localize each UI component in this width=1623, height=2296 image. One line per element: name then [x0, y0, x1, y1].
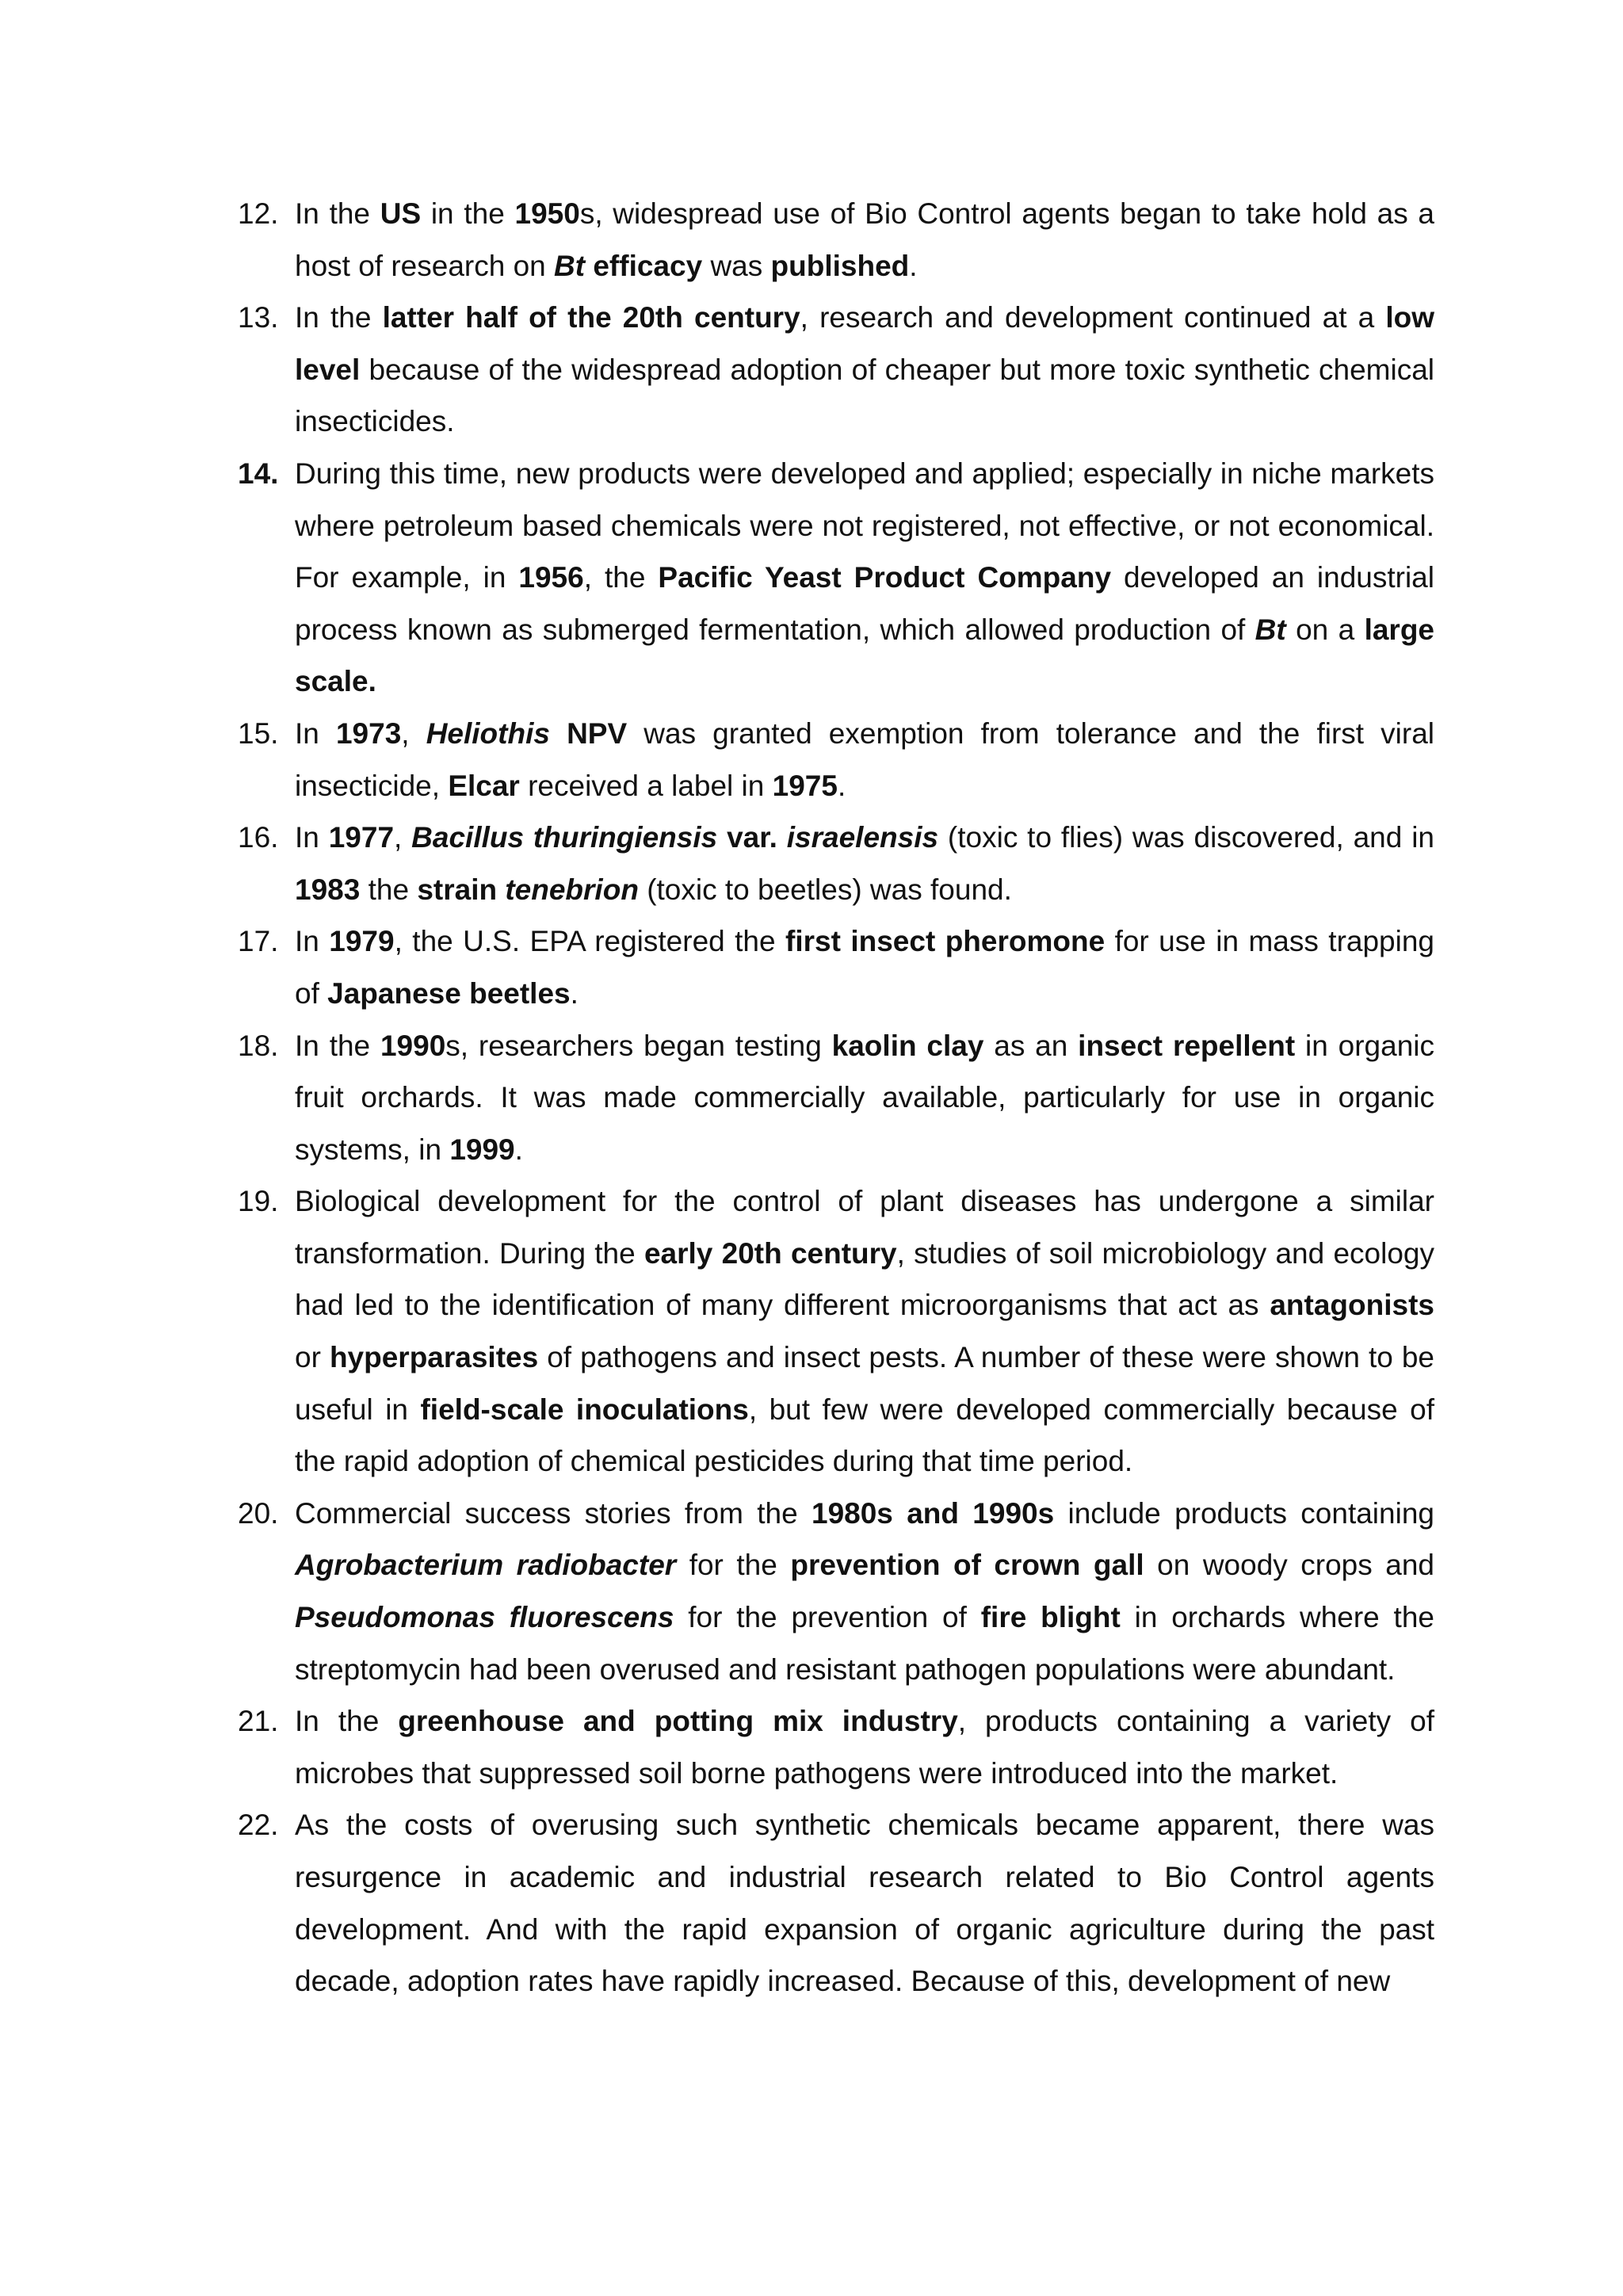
list-item — [238, 1488, 1434, 1695]
body-text: , products containing a variety of microbes that suppressed soil borne pathogens were introduced into the market. — [295, 1705, 1435, 1790]
body-text: of pathogens and insect pests. A number of these were shown to be useful in — [295, 1341, 1434, 1426]
body-text: received a label in — [519, 769, 773, 802]
bold-text: antagonists — [1270, 1289, 1434, 1322]
list-item — [238, 188, 1434, 292]
body-text: (toxic to beetles) was found. — [638, 873, 1012, 906]
list-item-number: 12. — [238, 197, 279, 230]
body-text: , but few were developed commercially because of the rapid adoption of chemical pesticides during that time period. — [295, 1392, 1434, 1478]
bold-text: 1950 — [514, 197, 580, 230]
list-item-text — [295, 1020, 1434, 1176]
bold-text: prevention of crown gall — [790, 1549, 1144, 1582]
bold-text: Japanese beetles — [327, 976, 571, 1010]
body-text: was granted exemption from tolerance and the first viral insecticide, — [295, 716, 1435, 802]
bold-text: early 20th century — [643, 1236, 897, 1270]
list-item-text — [295, 1695, 1434, 1799]
emphasis-wrapper — [505, 873, 639, 906]
bold-italic-text: israelensis — [786, 821, 939, 854]
bold-italic-text: tenebrion — [505, 873, 639, 906]
bold-text: 1956 — [518, 561, 584, 594]
bold-text: latter half of the 20th century — [382, 301, 800, 334]
list-item — [238, 1695, 1434, 1799]
body-text: as an — [983, 1029, 1079, 1062]
body-text: In — [295, 821, 329, 854]
body-text: , — [401, 716, 426, 750]
emphasis-wrapper — [295, 1601, 674, 1633]
bold-italic-text: Pseudomonas fluorescens — [295, 1601, 674, 1634]
list-item-number: 22. — [238, 1809, 279, 1842]
list-item-text — [295, 915, 1434, 1019]
list-item — [238, 1799, 1434, 2007]
bold-text: hyperparasites — [329, 1341, 539, 1374]
emphasis-wrapper — [1255, 613, 1286, 646]
body-text: s, widespread use of Bio Control agents began to take hold as a host of research on — [295, 197, 1434, 282]
list-item — [238, 1175, 1434, 1488]
body-text: , — [394, 821, 412, 854]
bold-text: US — [380, 197, 422, 230]
bold-text: large scale. — [295, 613, 1434, 698]
list-item-number: 17. — [238, 925, 279, 958]
body-text: because of the widespread adoption of cheaper but more toxic synthetic chemical insecticides. — [295, 353, 1434, 438]
bold-text: 1973 — [335, 716, 402, 750]
list-item-text — [295, 448, 1434, 708]
list-item-number: 13. — [238, 301, 279, 334]
bold-italic-text: Bt — [554, 249, 586, 282]
list-item-text — [295, 812, 1434, 915]
bold-text: var. — [717, 821, 787, 854]
bold-text: 1977 — [328, 821, 395, 854]
bold-text: fire blight — [980, 1601, 1121, 1634]
list-item-text — [295, 1175, 1434, 1488]
body-text: , the U.S. EPA registered the — [394, 925, 786, 958]
list-item-number: 15. — [238, 716, 279, 750]
list-item-number: 18. — [238, 1029, 279, 1062]
emphasis-wrapper — [411, 821, 717, 854]
emphasis-wrapper — [426, 717, 550, 750]
bold-text: greenhouse and potting mix industry — [398, 1705, 958, 1738]
bold-text: low level — [295, 301, 1434, 386]
list-item — [238, 1020, 1434, 1176]
body-text: in orchards where the streptomycin had been overused and resistant pathogen populations were abundant. — [295, 1601, 1434, 1686]
body-text: . — [514, 1133, 523, 1166]
bold-text: efficacy — [585, 249, 703, 282]
body-text: Commercial success stories from the — [295, 1496, 812, 1530]
list-item-text — [295, 1799, 1434, 2007]
list-item — [238, 708, 1434, 812]
list-item-number: 14. — [238, 457, 279, 490]
body-text: , studies of soil microbiology and ecology had led to the identification of many different microorganisms that act as — [295, 1236, 1434, 1322]
list-item-text — [295, 292, 1434, 448]
bold-text: 1979 — [329, 925, 395, 958]
body-text: In the — [295, 1705, 399, 1738]
list-item-number: 21. — [238, 1705, 279, 1738]
body-text: for use in mass trapping of — [295, 925, 1434, 1010]
body-text: During this time, new products were developed and applied; especially in niche markets where petroleum based chemicals were not registered, not effective, or not economical. For example, in — [295, 457, 1434, 594]
list-item — [238, 292, 1434, 448]
bold-text: field-scale inoculations — [420, 1392, 749, 1426]
numbered-list — [238, 188, 1434, 2008]
list-item-text — [295, 188, 1434, 292]
body-text: As the costs of overusing such synthetic chemicals became apparent, there was resurgence in academic and industrial research related to Bio Control agents development. And with the rapid expansion of organic agriculture during the past decade, adoption rates have rapidly increased. Because of this, development of new — [295, 1809, 1434, 1998]
emphasis-wrapper — [787, 821, 938, 854]
bold-text: insect repellent — [1078, 1029, 1296, 1062]
bold-text: first insect pheromone — [785, 925, 1106, 958]
body-text: on woody crops and — [1144, 1549, 1435, 1582]
body-text: was — [702, 249, 771, 282]
body-text: on a — [1285, 613, 1365, 646]
bold-text: 1980s and 1990s — [812, 1496, 1055, 1530]
body-text: include products containing — [1054, 1496, 1434, 1530]
bold-text: 1990 — [380, 1029, 446, 1062]
list-item-number: 16. — [238, 821, 279, 854]
list-item — [238, 812, 1434, 915]
body-text: . — [909, 249, 918, 282]
body-text: Biological development for the control of plant diseases has undergone a similar transformation. During the — [295, 1185, 1434, 1270]
bold-text: 1983 — [295, 873, 361, 906]
bold-text: kaolin clay — [831, 1029, 984, 1062]
bold-italic-text: Agrobacterium radiobacter — [295, 1549, 677, 1582]
list-item-text — [295, 1488, 1434, 1695]
body-text: In the — [295, 197, 380, 230]
body-text: In the — [295, 301, 383, 334]
list-item-number: 20. — [238, 1496, 279, 1530]
body-text: for the prevention of — [674, 1601, 981, 1634]
bold-italic-text: Bacillus thuringiensis — [411, 821, 718, 854]
bold-italic-text: Bt — [1254, 613, 1286, 646]
body-text: , research and development continued at a — [800, 301, 1386, 334]
body-text: . — [570, 976, 579, 1010]
body-text: for the — [676, 1549, 791, 1582]
body-text: s, researchers began testing — [445, 1029, 832, 1062]
body-text: in the — [421, 197, 515, 230]
bold-text: Pacific Yeast Product Company — [658, 561, 1112, 594]
body-text: the — [360, 873, 418, 906]
bold-text: strain — [417, 873, 506, 906]
bold-text: NPV — [549, 716, 628, 750]
bold-text: 1975 — [772, 769, 838, 802]
list-item-number: 19. — [238, 1185, 279, 1218]
body-text: In — [295, 716, 336, 750]
body-text: , the — [583, 561, 659, 594]
body-text: or — [295, 1341, 330, 1374]
body-text: In the — [295, 1029, 380, 1062]
list-item — [238, 448, 1434, 708]
emphasis-wrapper — [295, 1549, 676, 1581]
body-text: . — [837, 769, 846, 802]
bold-italic-text: Heliothis — [426, 716, 550, 750]
body-text: in organic fruit orchards. It was made commercially available, particularly for use in organic systems, in — [295, 1029, 1434, 1166]
bold-text: 1999 — [449, 1133, 515, 1166]
body-text: developed an industrial process known as submerged fermentation, which allowed production of — [295, 561, 1434, 646]
body-text: In — [295, 925, 330, 958]
body-text: (toxic to flies) was discovered, and in — [938, 821, 1434, 854]
bold-text: published — [770, 249, 910, 282]
list-item-text — [295, 708, 1434, 812]
emphasis-wrapper — [554, 250, 585, 282]
list-item — [238, 915, 1434, 1019]
bold-text: Elcar — [448, 769, 520, 802]
